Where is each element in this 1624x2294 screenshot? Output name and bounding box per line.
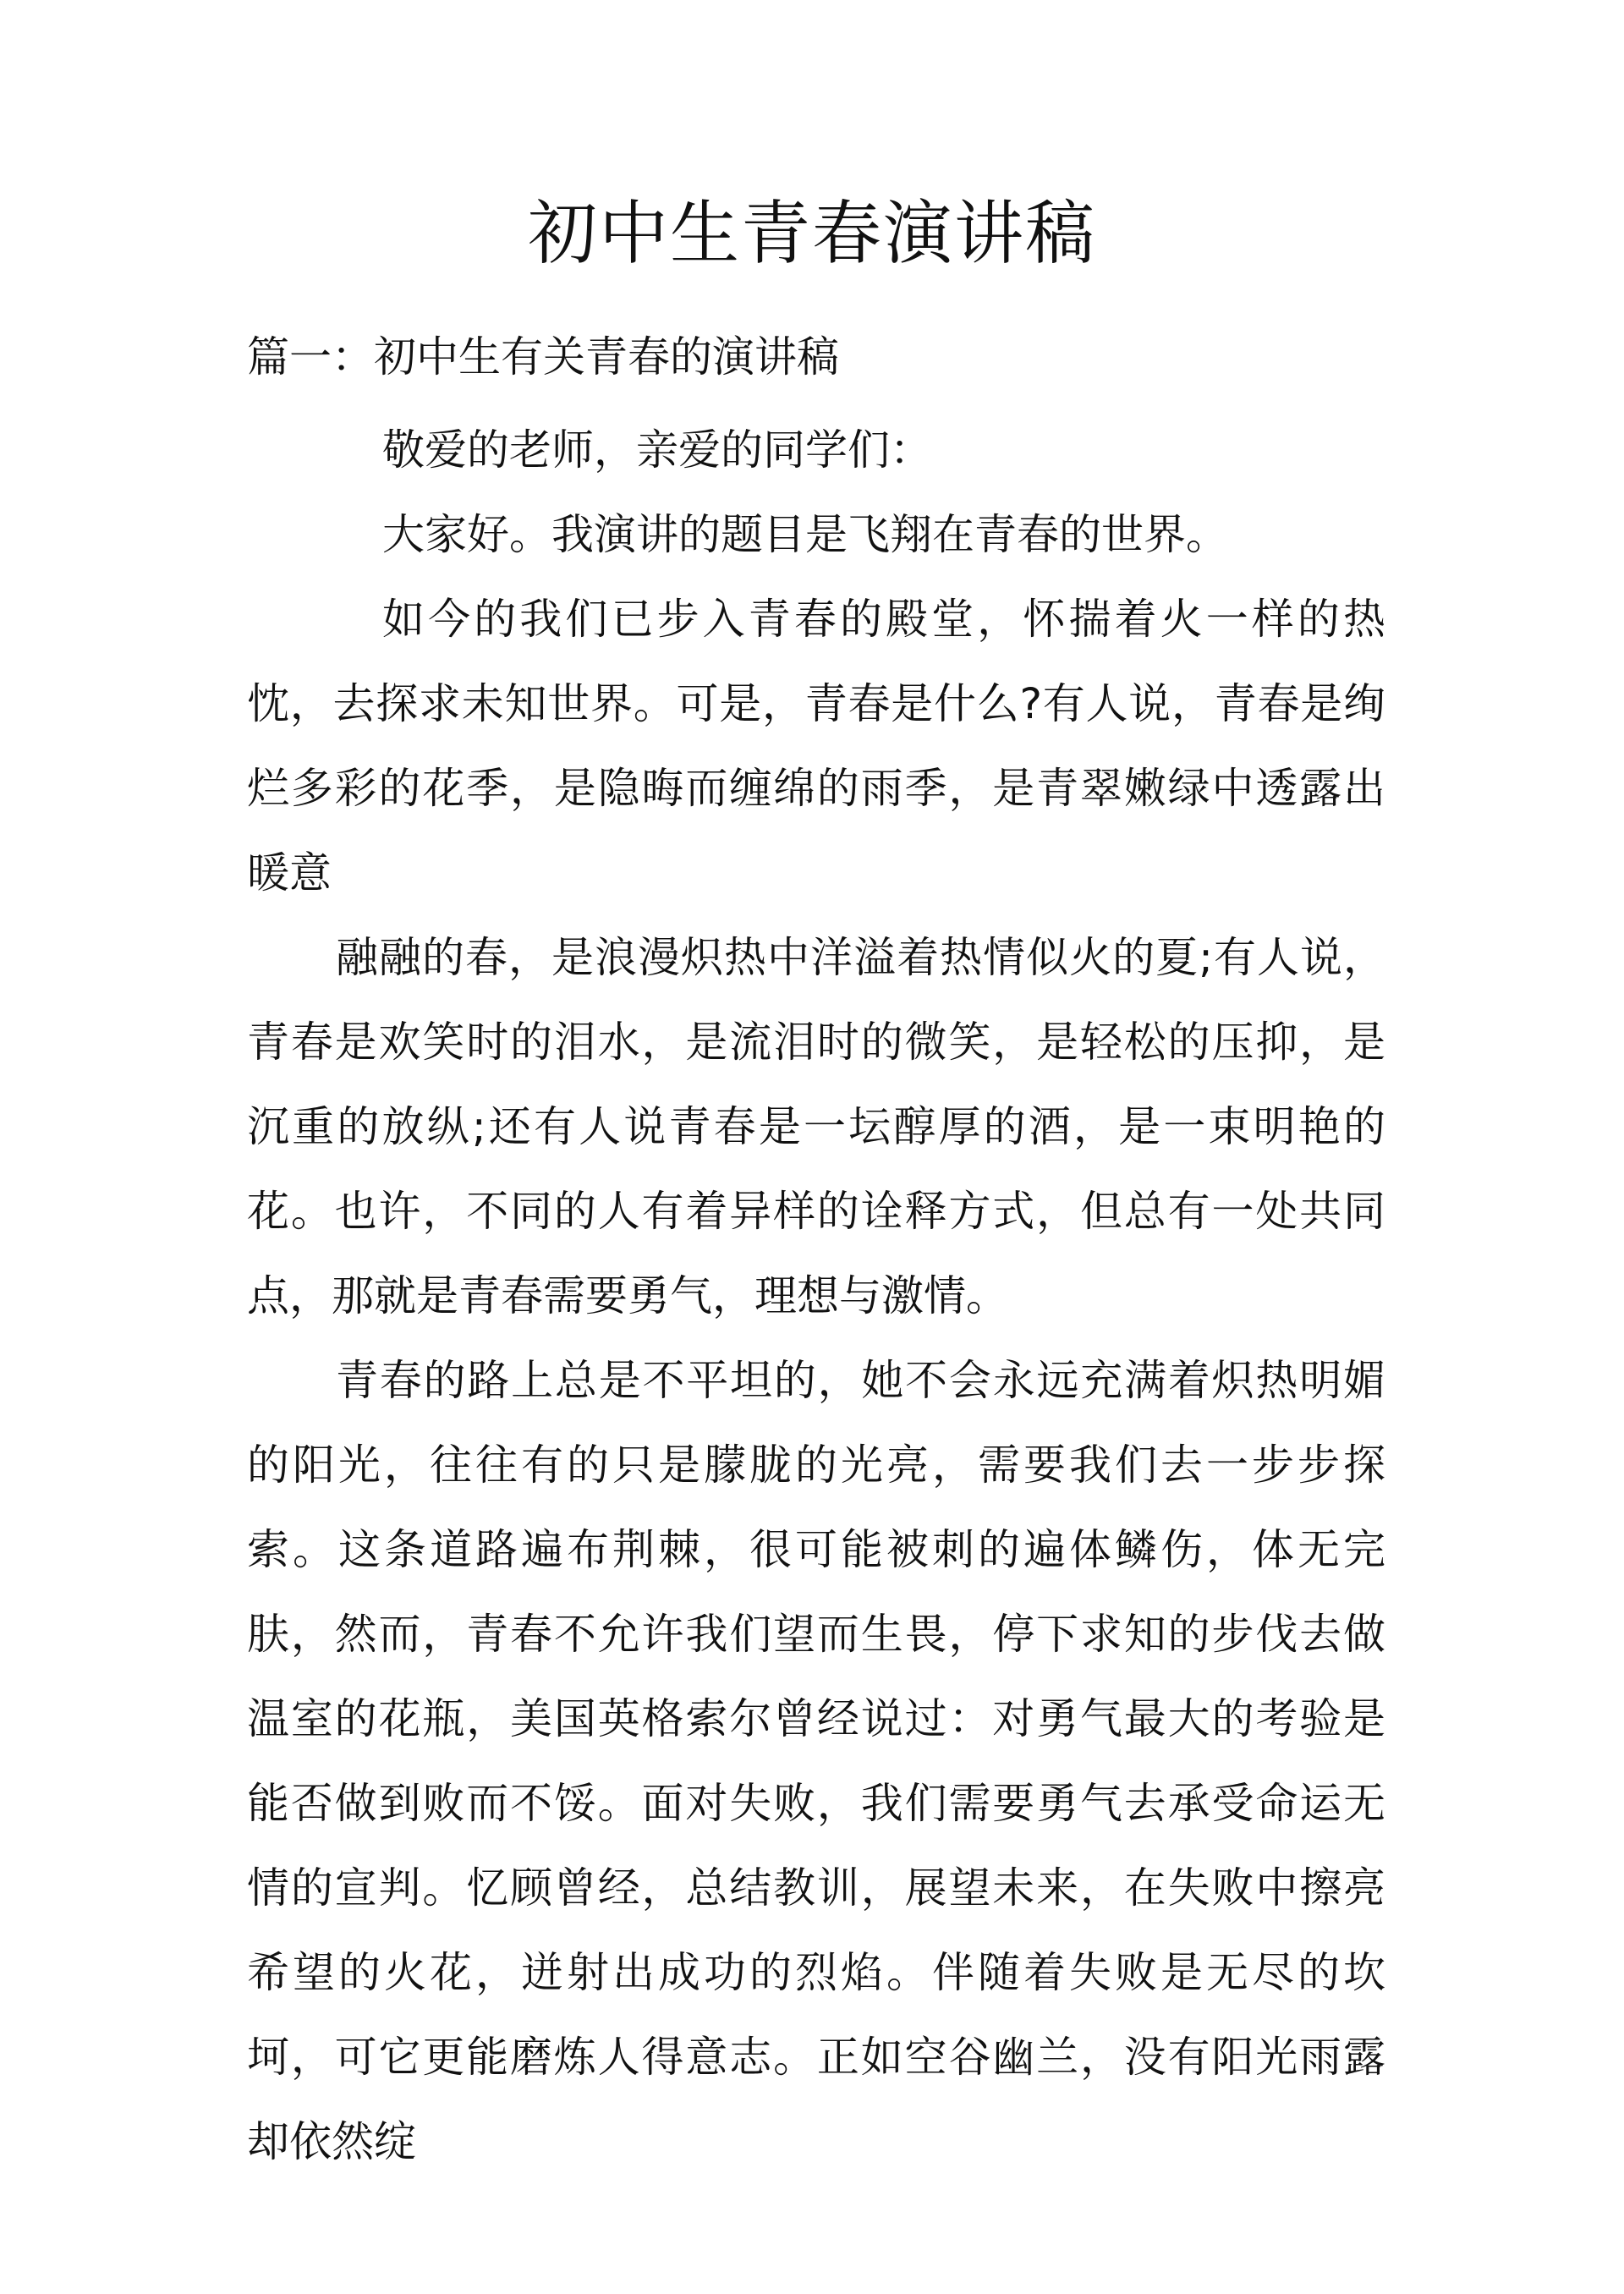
document-body	[247, 408, 1385, 2184]
intro-paragraph: 大家好。我演讲的题目是飞翔在青春的世界。	[382, 510, 1228, 559]
salutation: 敬爱的老师，亲爱的同学们：	[382, 425, 932, 475]
paragraph-3: 青春的路上总是不平坦的，她不会永远充满着炽热明媚的阳光，往往有的只是朦胧的光亮，需要我们去一步步探索。这条道路遍布荆棘，很可能被刺的遍体鳞伤，体无完肤，然而，青春不允许我们望而生畏，停下求知的步伐去做温室的花瓶，美国英格索尔曾经说过：对勇气最大的考验是能否做到败而不馁。面对失败，我们需要勇气去承受命运无情的宣判。忆顾曾经，总结教训，展望未来，在失败中擦亮希望的火花，迸射出成功的烈焰。伴随着失败是无尽的坎坷，可它更能磨炼人得意志。正如空谷幽兰，没有阳光雨露却依然绽	[247, 1356, 1385, 2166]
paragraph-1: 如今的我们已步入青春的殿堂，怀揣着火一样的热忱，去探求未知世界。可是，青春是什么?有人说，青春是绚烂多彩的花季，是隐晦而缠绵的雨季，是青翠嫩绿中透露出暖意	[247, 595, 1385, 897]
paragraph-2: 融融的春，是浪漫炽热中洋溢着热情似火的夏;有人说，青春是欢笑时的泪水，是流泪时的微笑，是轻松的压抑，是沉重的放纵;还有人说青春是一坛醇厚的酒，是一束明艳的花。也许，不同的人有着异样的诠释方式，但总有一处共同点，那就是青春需要勇气，理想与激情。	[247, 933, 1385, 1320]
document-title: 初中生青春演讲稿	[527, 194, 1096, 274]
section-heading: 篇一：初中生有关青春的演讲稿	[247, 332, 839, 381]
